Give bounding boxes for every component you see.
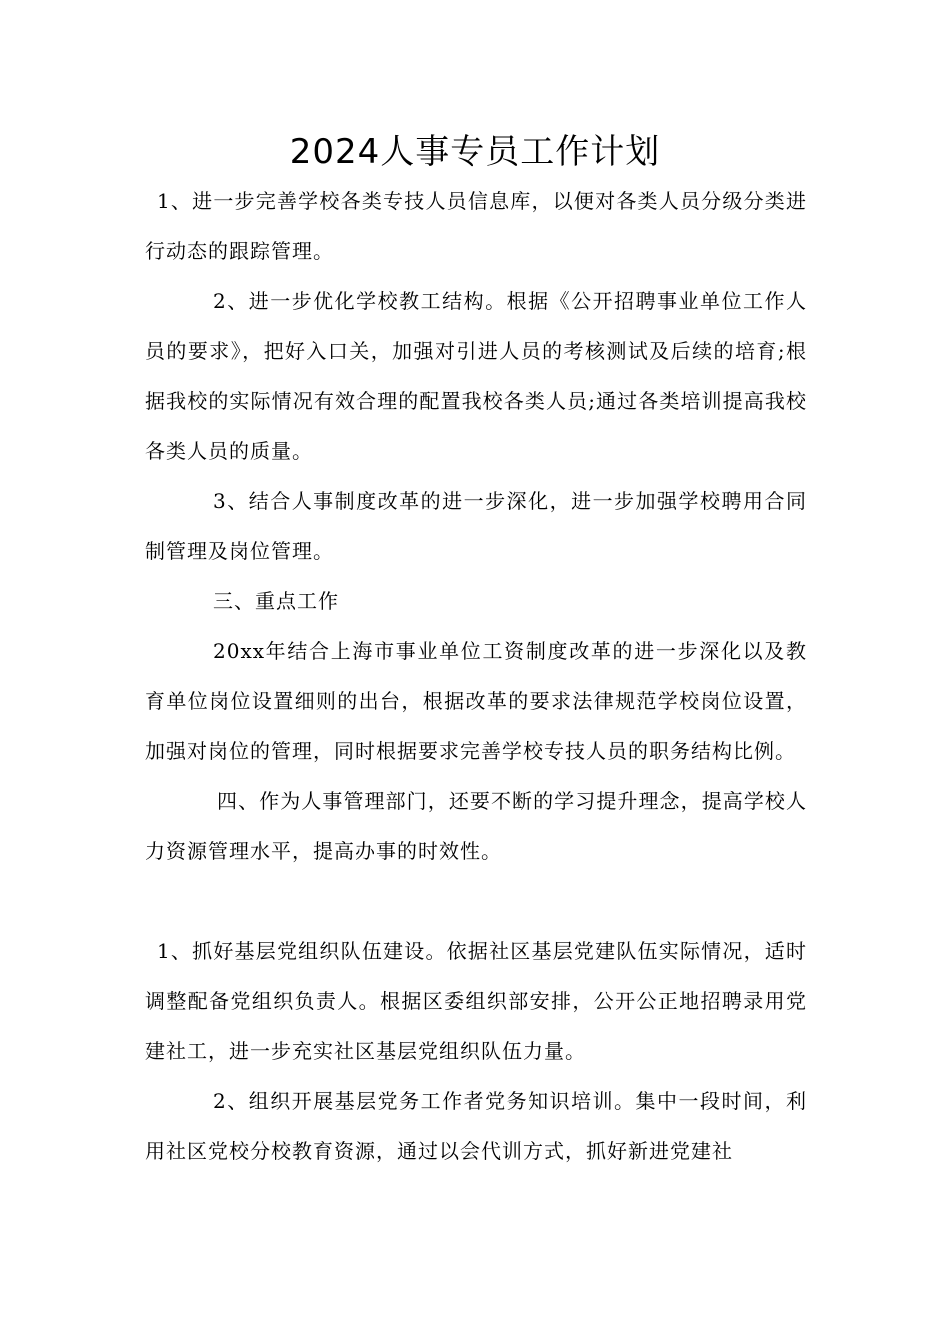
paragraph-7: 2、组织开展基层党务工作者党务知识培训。集中一段时间，利用社区党校分校教育资源，通过以会代训方式，抓好新进党建社 xyxy=(145,1089,807,1163)
paragraph-4: 20xx年结合上海市事业单位工资制度改革的进一步深化以及教育单位岗位设置细则的出台，根据改革的要求法律规范学校岗位设置，加强对岗位的管理，同时根据要求完善学校专技人员的职务结构比例。 xyxy=(145,639,807,763)
paragraph-1: 1、进一步完善学校各类专技人员信息库，以便对各类人员分级分类进行动态的跟踪管理。 xyxy=(145,189,807,263)
document-body xyxy=(145,176,807,1176)
section-heading-key-work: 三、重点工作 xyxy=(213,589,339,613)
paragraph-gap xyxy=(145,876,807,926)
paragraph-2: 2、进一步优化学校教工结构。根据《公开招聘事业单位工作人员的要求》，把好入口关，加强对引进人员的考核测试及后续的培育;根据我校的实际情况有效合理的配置我校各类人员;通过各类培训提高我校各类人员的质量。 xyxy=(145,289,807,463)
paragraph-5: 四、作为人事管理部门，还要不断的学习提升理念，提高学校人力资源管理水平，提高办事的时效性。 xyxy=(145,789,807,863)
paragraph-3: 3、结合人事制度改革的进一步深化，进一步加强学校聘用合同制管理及岗位管理。 xyxy=(145,489,807,563)
document-title: 2024人事专员工作计划 xyxy=(289,132,661,172)
paragraph-6: 1、抓好基层党组织队伍建设。依据社区基层党建队伍实际情况，适时调整配备党组织负责人。根据区委组织部安排，公开公正地招聘录用党建社工，进一步充实社区基层党组织队伍力量。 xyxy=(145,939,807,1063)
